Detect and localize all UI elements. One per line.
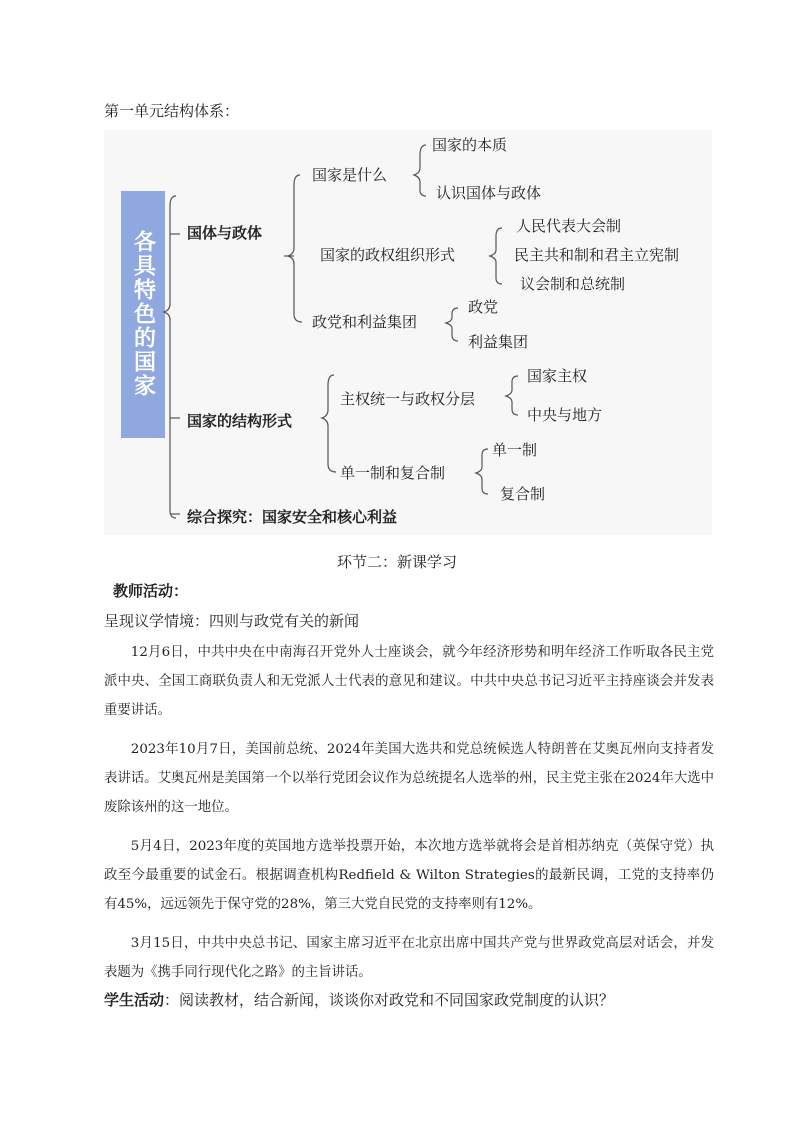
scenario-text: 呈现议学情境：四则与政党有关的新闻 (104, 612, 360, 630)
l3-republic-monarchy: 民主共和制和君主立宪制 (514, 246, 680, 264)
section-caption: 环节二：新课学习 (336, 553, 457, 571)
l3-compound: 复合制 (500, 485, 546, 503)
root-label: 各具特色的国家 (130, 230, 156, 398)
unit-structure-intro: 第一单元结构体系： (104, 102, 240, 120)
l2-regime-form: 国家的政权组织形式 (320, 246, 456, 264)
unit-structure-diagram (104, 130, 712, 535)
teacher-activity-label: 教师活动： (113, 582, 189, 600)
l1-regime: 国体与政体 (187, 224, 263, 242)
l3-central-local: 中央与地方 (527, 406, 603, 424)
l3-party: 政党 (468, 298, 499, 316)
l3-interest-group: 利益集团 (468, 333, 529, 351)
student-activity-label: 学生活动 (104, 991, 165, 1009)
news-paragraph-3: 5月4日，2023年度的英国地方选举投票开始，本次地方选举就将会是首相苏纳克（英保守党）执政至今最重要的试金石。根据调查机构Redfield & Wilton Strategies的最新民调，工党的支持率仍有45%，远远领先于保守党的28%，第三大党自民党的支持率则有12%。 (104, 839, 714, 912)
news-paragraph-2: 2023年10月7日，美国前总统、2024年美国大选共和党总统候选人特朗普在艾奥瓦州向支持者发表讲话。艾奥瓦州是美国第一个以举行党团会议作为总统提名人选举的州，民主党主张在2024年大选中废除该州的这一地位。 (104, 742, 714, 815)
l3-parliament-president: 议会制和总统制 (520, 275, 626, 293)
l3-sovereignty: 国家主权 (527, 367, 588, 385)
l2-sovereignty: 主权统一与政权分层 (340, 390, 476, 408)
l1-inquiry: 综合探究：国家安全和核心利益 (187, 508, 398, 526)
l3-npc: 人民代表大会制 (516, 217, 622, 235)
student-activity-text: ：阅读教材，结合新闻，谈谈你对政党和不同国家政党制度的认识？ (164, 991, 615, 1009)
l2-parties-groups: 政党和利益集团 (312, 313, 418, 331)
news-paragraph-4: 3月15日，中共中央总书记、国家主席习近平在北京出席中国共产党与世界政党高层对话会，并发表题为《携手同行现代化之路》的主旨讲话。 (104, 936, 714, 980)
l3-understand-regime: 认识国体与政体 (436, 184, 542, 202)
l1-structure: 国家的结构形式 (187, 412, 293, 430)
l2-unitary-compound: 单一制和复合制 (340, 464, 446, 482)
l2-what-is-state: 国家是什么 (312, 166, 388, 184)
student-activity (104, 989, 614, 1010)
news-paragraph-1: 12月6日，中共中央在中南海召开党外人士座谈会，就今年经济形势和明年经济工作听取各民主党派中央、全国工商联负责人和无党派人士代表的意见和建议。中共中央总书记习近平主持座谈会并发表重要讲话。 (104, 645, 714, 718)
l3-unitary: 单一制 (492, 441, 538, 459)
l3-essence: 国家的本质 (432, 136, 508, 154)
